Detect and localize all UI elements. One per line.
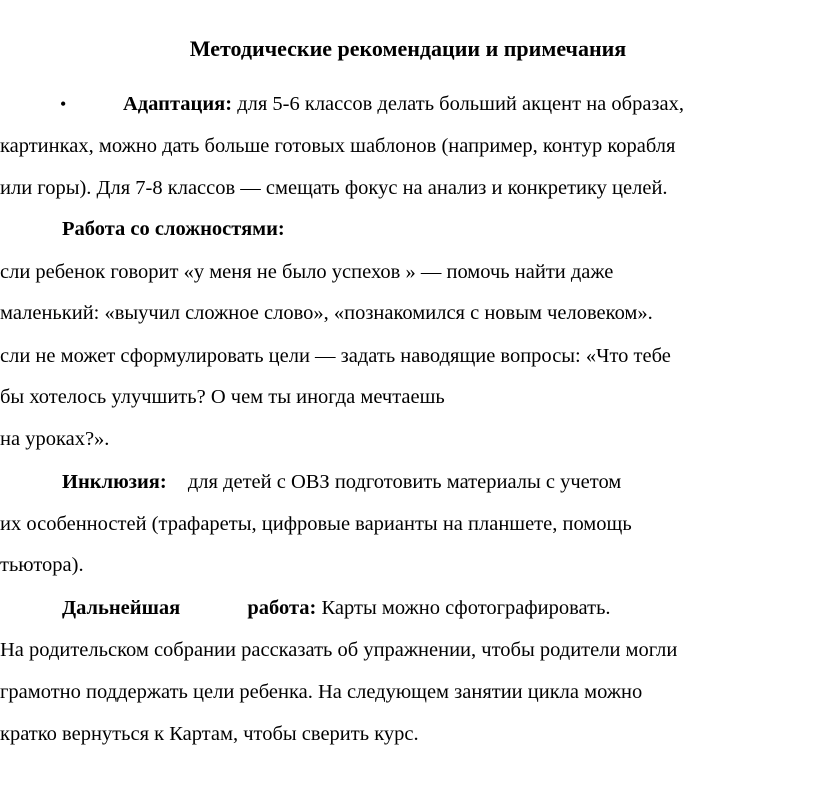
bullet-marker: • [60, 94, 67, 114]
difficulties-label: Работа со сложностями: [62, 218, 285, 240]
adaptation-line-1 [123, 92, 684, 116]
difficulties-line-3: сли не может сформулировать цели — задать наводящие вопросы: «Что тебе [0, 345, 671, 367]
further-line-2: На родительском собрании рассказать об упражнении, чтобы родители могли [0, 639, 678, 661]
adaptation-line-3: или горы). Для 7-8 классов — смещать фокус на анализ и конкретику целей. [0, 177, 668, 199]
inclusion-line-2: их особенностей (трафареты, цифровые варианты на планшете, помощь [0, 513, 632, 535]
inclusion-line-3: тьютора). [0, 554, 84, 576]
difficulties-line-2: маленький: «выучил сложное слово», «познакомился с новым человеком». [0, 302, 653, 324]
difficulties-heading [62, 217, 285, 241]
difficulties-line-4: бы хотелось улучшить? О чем ты иногда мечтаешь [0, 386, 445, 408]
inclusion-label: Инклюзия: [62, 471, 167, 493]
adaptation-line-2: картинках, можно дать больше готовых шаблонов (например, контур корабля [0, 135, 676, 157]
further-line-4: кратко вернуться к Картам, чтобы сверить курс. [0, 723, 419, 745]
further-line-3: грамотно поддержать цели ребенка. На следующем занятии цикла можно [0, 681, 643, 703]
further-label-1: Дальнейшая [62, 597, 181, 619]
inclusion-text-1: для детей с ОВЗ подготовить материалы с учетом [187, 471, 622, 493]
page-title: Методические рекомендации и примечания [189, 36, 627, 61]
further-line-1 [62, 596, 611, 620]
difficulties-line-1: сли ребенок говорит «у меня не было успехов » — помочь найти даже [0, 261, 614, 283]
inclusion-line-1 [62, 470, 621, 494]
further-label-2: работа: [247, 597, 317, 619]
difficulties-line-5: на уроках?». [0, 428, 110, 450]
further-text-1: Карты можно сфотографировать. [321, 597, 611, 619]
adaptation-label: Адаптация: [123, 93, 233, 115]
adaptation-text-1: для 5-6 классов делать больший акцент на образах, [237, 93, 684, 115]
